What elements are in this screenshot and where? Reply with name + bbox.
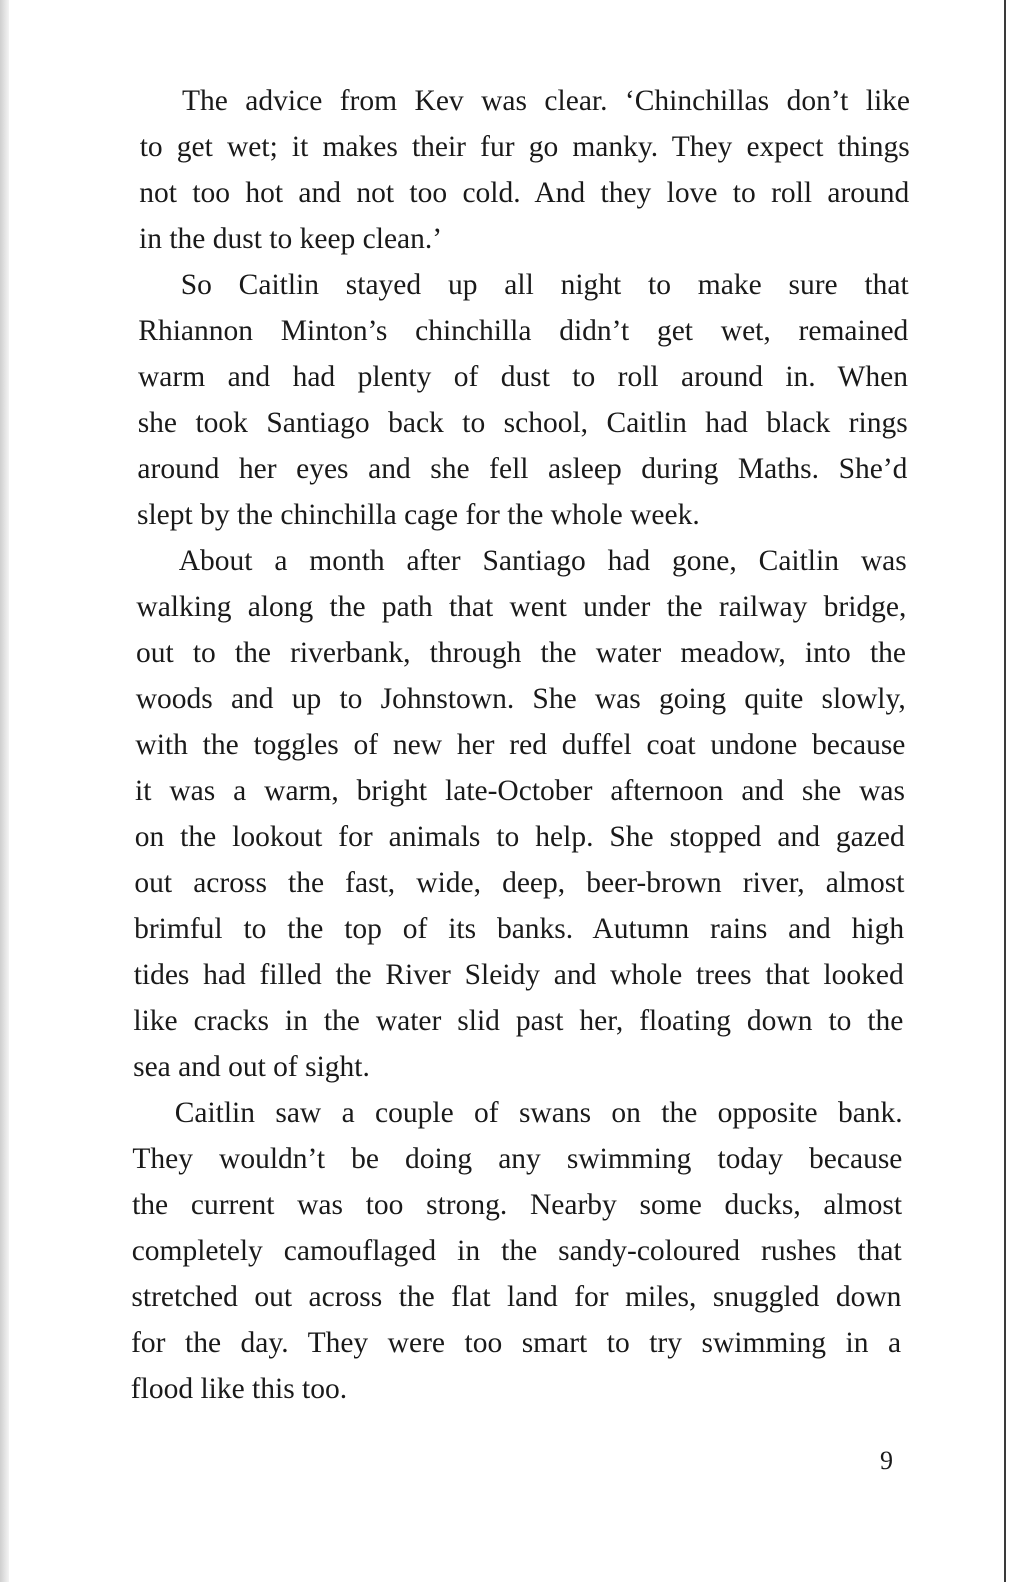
text-line: on the lookout for animals to help. She stopped and gazed (134, 821, 905, 853)
page-edge-line (1004, 0, 1006, 1582)
text-line: it was a warm, bright late-October afternoon and she was (135, 775, 905, 807)
text-line: to get wet; it makes their fur go manky. They expect things (139, 131, 910, 163)
text-line: like cracks in the water slid past her, floating down to the (133, 1005, 904, 1037)
text-line: brimful to the top of its banks. Autumn rains and high (134, 913, 905, 945)
text-line: warm and had plenty of dust to roll around in. When (138, 361, 908, 393)
text-line: around her eyes and she fell asleep during Maths. She’d (137, 453, 908, 485)
text-line: stretched out across the flat land for miles, snuggled down (131, 1281, 902, 1313)
page-number: 9 (880, 1446, 893, 1475)
text-line: Caitlin saw a couple of swans on the opposite bank. (174, 1097, 903, 1129)
text-line: she took Santiago back to school, Caitlin had black rings (137, 407, 908, 439)
text-line: The advice from Kev was clear. ‘Chinchillas don’t like (182, 85, 910, 117)
text-line: out across the fast, wide, deep, beer-brown river, almost (134, 867, 905, 899)
paragraph (136, 262, 909, 538)
text-line: So Caitlin stayed up all night to make sure that (180, 269, 909, 301)
text-line: with the toggles of new her red duffel coat undone because (135, 729, 906, 761)
text-line: flood like this too. (130, 1373, 348, 1405)
paragraph (136, 78, 910, 262)
paragraph (133, 538, 907, 1090)
text-line: sea and out of sight. (133, 1051, 370, 1083)
page-edge-shadow (0, 0, 9, 1582)
text-line: the current was too strong. Nearby some ducks, almost (132, 1189, 903, 1221)
paragraph (130, 1090, 906, 1412)
text-line: woods and up to Johnstown. She was going quite slowly, (135, 683, 906, 715)
text-line: for the day. They were too smart to try swimming in a (131, 1327, 902, 1359)
text-line: tides had filled the River Sleidy and whole trees that looked (133, 959, 904, 991)
body-text (130, 78, 910, 1412)
text-line: in the dust to keep clean.’ (139, 223, 443, 255)
text-line: completely camouflaged in the sandy-coloured rushes that (131, 1235, 902, 1267)
text-line: slept by the chinchilla cage for the whole week. (137, 499, 700, 531)
text-line: not too hot and not too cold. And they love to roll around (139, 177, 910, 209)
text-line: About a month after Santiago had gone, Caitlin was (178, 545, 907, 577)
text-line: out to the riverbank, through the water meadow, into the (136, 637, 906, 669)
text-line: walking along the path that went under the railway bridge, (136, 591, 907, 623)
text-line: Rhiannon Minton’s chinchilla didn’t get wet, remained (138, 315, 909, 347)
text-line: They wouldn’t be doing any swimming today because (132, 1143, 903, 1175)
